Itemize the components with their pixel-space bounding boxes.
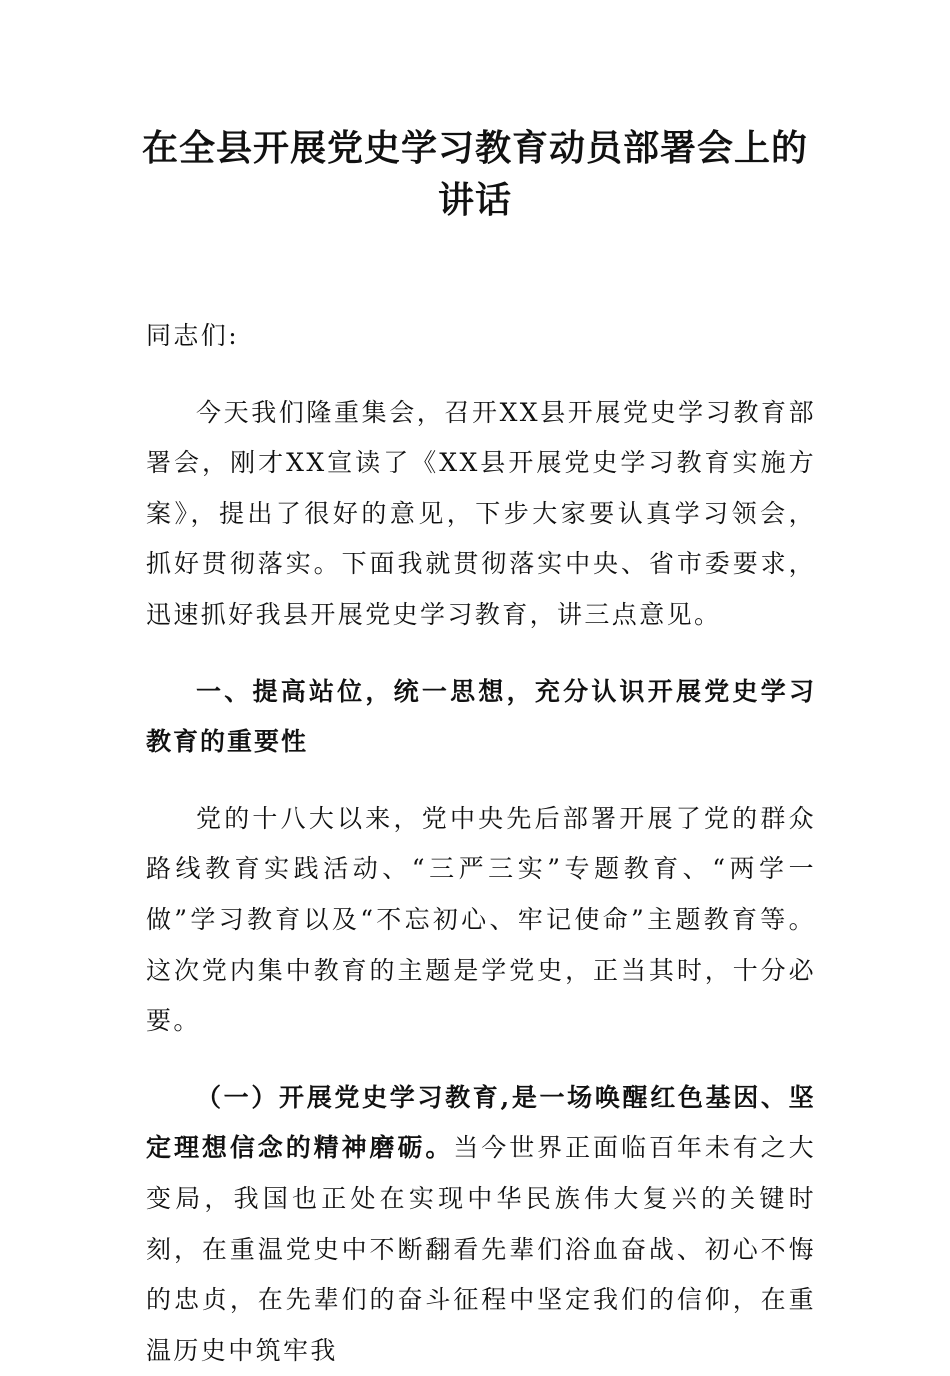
- subsection-heading-1: （一）开展党史学习教育,是一场唤醒红色基因、坚定理想信念的精神磨砺。: [146, 1082, 816, 1163]
- salutation: 同志们:: [146, 321, 240, 350]
- spacer: [146, 768, 816, 794]
- intro-paragraph: 今天我们隆重集会，召开XX县开展党史学习教育部署会，刚才XX宣读了《XX县开展党史学习教育实施方案》，提出了很好的意见，下步大家要认真学习领会，抓好贯彻落实。下面我就贯彻落实中央、省市委要求，迅速抓好我县开展党史学习教育，讲三点意见。: [146, 397, 816, 629]
- spacer: [146, 362, 816, 388]
- subsection-text-1: 当今世界正面临百年未有之大变局，我国也正处在实现中华民族伟大复兴的关键时刻，在重温党史中不断翻看先辈们浴血奋战、初心不悔的忠贞，在先辈们的奋斗征程中坚定我们的信仰，在重温历史中筑牢我: [146, 1133, 816, 1365]
- title-line-1: 在全县开展党史学习教育动员部署会上的: [141, 127, 808, 169]
- document-body: [146, 311, 816, 1376]
- spacer: [146, 641, 816, 667]
- section-paragraph-1: 党的十八大以来，党中央先后部署开展了党的群众路线教育实践活动、“三严三实”专题教育、“两学一做”学习教育以及“不忘初心、牢记使命”主题教育等。这次党内集中教育的主题是学党史，正当其时，十分必要。: [146, 803, 816, 1036]
- subsection-paragraph-1: [146, 1073, 816, 1376]
- spacer: [146, 1047, 816, 1073]
- title-line-2: 讲话: [437, 179, 512, 221]
- document-title: [120, 122, 830, 226]
- section-heading-1: 一、提高站位，统一思想，充分认识开展党史学习教育的重要性: [146, 676, 816, 757]
